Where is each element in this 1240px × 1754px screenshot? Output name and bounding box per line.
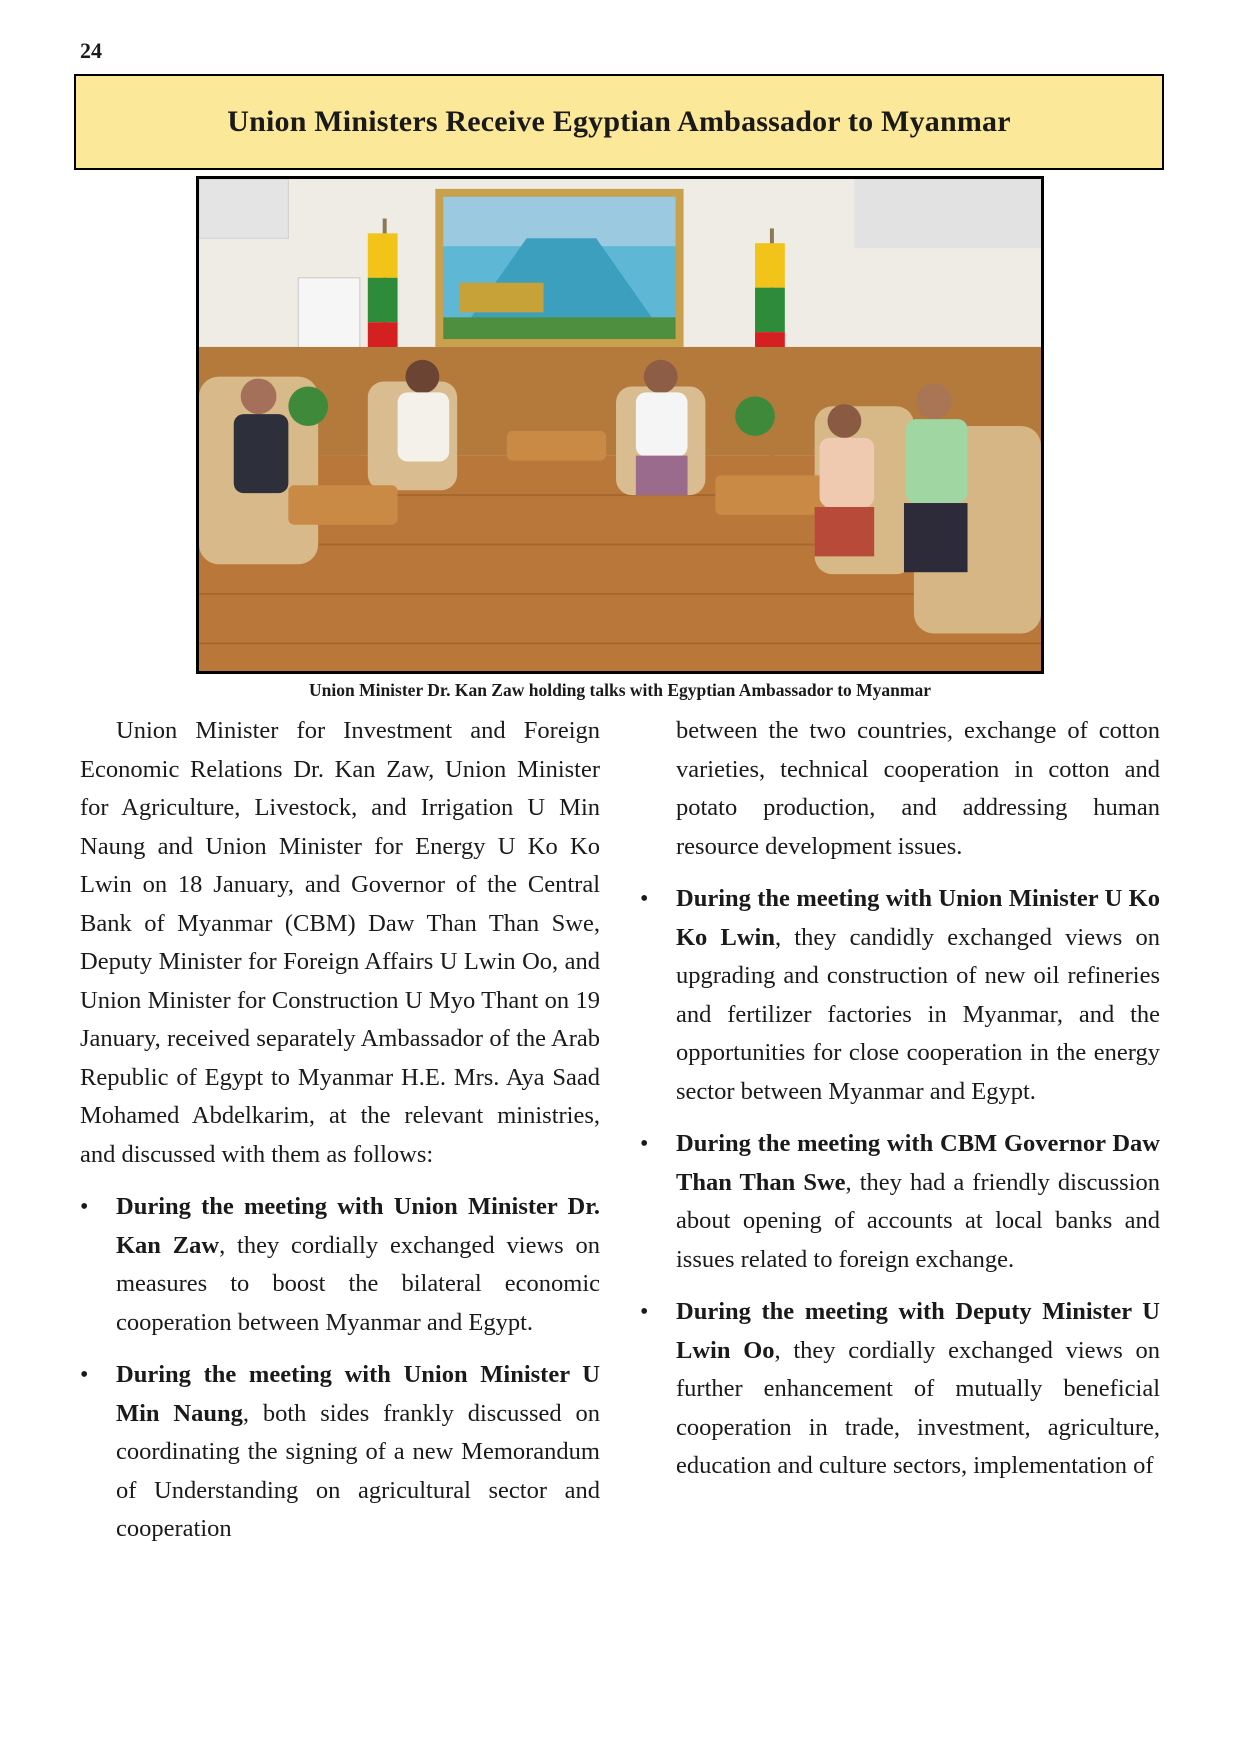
list-item [640, 1125, 1160, 1279]
page-title: Union Ministers Receive Egyptian Ambassador to Myanmar [227, 105, 1011, 138]
meeting-photo-illustration [199, 179, 1041, 671]
bullet-text: , they candidly exchanged views on upgrading and construction of new oil refineries and fertilizer factories in Myanmar, and the opportunities for close cooperation in the energy sector between Myanmar and Egypt. [676, 923, 1160, 1105]
list-item [640, 880, 1160, 1111]
bullet-text: , they cordially exchanged views on further enhancement of mutually beneficial cooperation in trade, investment, agriculture, education and culture sectors, implementation of [676, 1336, 1160, 1479]
bullet-text: , they had a friendly discussion about opening of accounts at local banks and issues related to foreign exchange. [676, 1168, 1161, 1273]
continuation-paragraph: between the two countries, exchange of cotton varieties, technical cooperation in cotton and potato production, and addressing human resource development issues. [676, 717, 1160, 860]
list-item [640, 1293, 1160, 1486]
title-banner [74, 74, 1164, 170]
right-column [640, 712, 1160, 1500]
bullet-lead: During the meeting with Deputy Minister U Lwin Oo [676, 1298, 1160, 1364]
bullet-text: , both sides frankly discussed on coordinating the signing of a new Memorandum of Understanding on agricultural sector and cooperation [116, 1399, 600, 1542]
bullet-lead: During the meeting with Union Minister U Min Naung [116, 1361, 600, 1427]
left-column [80, 712, 600, 1563]
intro-paragraph: Union Minister for Investment and Foreign Economic Relations Dr. Kan Zaw, Union Minister for Agriculture, Livestock, and Irrigation U Min Naung and Union Minister for Energy U Ko Ko Lwin on 18 January, and Governor of the Central Bank of Myanmar (CBM) Daw Than Than Swe, Deputy Minister for Foreign Affairs U Lwin Oo, and Union Minister for Construction U Myo Thant on 19 January, received separately Ambassador of the Arab Republic of Egypt to Myanmar H.E. Mrs. Aya Saad Mohamed Abdelkarim, at the relevant ministries, and discussed with them as follows: [80, 717, 600, 1168]
photo-caption: Union Minister Dr. Kan Zaw holding talks with Egyptian Ambassador to Myanmar [308, 680, 931, 700]
bullet-text: , they cordially exchanged views on measures to boost the bilateral economic cooperation between Myanmar and Egypt. [116, 1231, 601, 1336]
list-item [80, 1188, 600, 1342]
bullet-lead: During the meeting with Union Minister Dr. Kan Zaw [116, 1193, 600, 1259]
bullet-lead: During the meeting with Union Minister U Ko Ko Lwin [676, 885, 1160, 951]
page-number: 24 [80, 38, 102, 63]
bullet-list-left [80, 1188, 600, 1549]
meeting-photo [196, 176, 1044, 674]
list-item [80, 1356, 600, 1549]
bullet-lead: During the meeting with CBM Governor Daw Than Than Swe [676, 1130, 1160, 1196]
bullet-list-right [640, 880, 1160, 1486]
